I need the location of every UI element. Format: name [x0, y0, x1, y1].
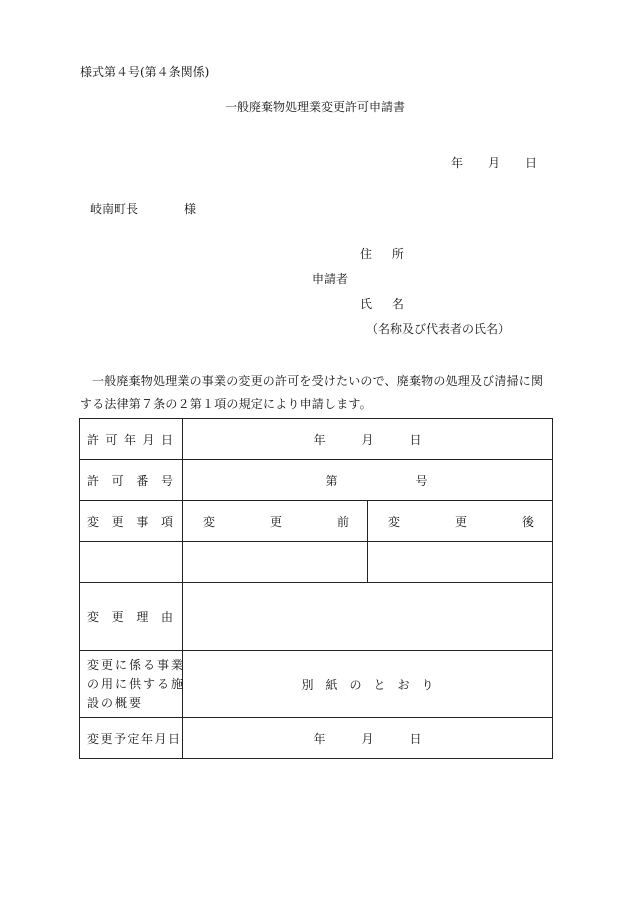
application-statement: 一般廃棄物処理業の事業の変更の許可を受けたいので、廃棄物の処理及び清掃に関する法律第７条の２第１項の規定により申請します。 — [80, 374, 544, 411]
application-date — [451, 157, 537, 169]
scheduled-date-field[interactable]: 年 月 日 — [183, 718, 553, 759]
before-change-header: 変 更 前 — [183, 501, 368, 542]
change-reason-row — [80, 583, 553, 651]
scheduled-date-row — [80, 718, 553, 759]
after-change-cell[interactable] — [368, 542, 553, 583]
name-label: 氏 名 — [360, 297, 412, 311]
permit-number-field[interactable]: 第 号 — [183, 460, 553, 501]
date-month-label: 月 — [488, 156, 501, 170]
change-items-entry-row — [80, 542, 553, 583]
change-reason-field[interactable] — [183, 583, 553, 651]
scheduled-date-label: 変更予定年月日 — [80, 718, 183, 759]
name-note: （名称及び代表者の氏名） — [366, 322, 511, 336]
before-change-cell[interactable] — [183, 542, 368, 583]
facility-overview-row — [80, 651, 553, 718]
application-table — [79, 418, 553, 759]
facility-overview-label: 変更に係る事業 の用に供する施 設の概要 — [80, 651, 183, 718]
permit-number-label: 許 可 番 号 — [80, 460, 183, 501]
recipient-name: 岐南町長 — [90, 202, 139, 216]
address-label: 住 所 — [360, 247, 412, 261]
document-title: 一般廃棄物処理業変更許可申請書 — [224, 100, 405, 114]
recipient — [90, 203, 196, 215]
change-reason-label: 変 更 理 由 — [80, 583, 183, 651]
facility-overview-field[interactable]: 別 紙 の と お り — [183, 651, 553, 718]
form-number: 様式第４号(第４条関係) — [80, 65, 210, 79]
date-year-label: 年 — [451, 156, 464, 170]
applicant-label: 申請者 — [312, 272, 349, 286]
date-day-label: 日 — [525, 156, 538, 170]
change-items-header-row — [80, 501, 553, 542]
change-items-label: 変 更 事 項 — [80, 501, 183, 542]
after-change-header: 変 更 後 — [368, 501, 553, 542]
recipient-honorific: 様 — [184, 202, 197, 216]
permit-number-row — [80, 460, 553, 501]
permit-date-field[interactable]: 年 月 日 — [183, 419, 553, 460]
permit-date-row — [80, 419, 553, 460]
permit-date-label: 許 可 年 月 日 — [80, 419, 183, 460]
change-item-cell[interactable] — [80, 542, 183, 583]
